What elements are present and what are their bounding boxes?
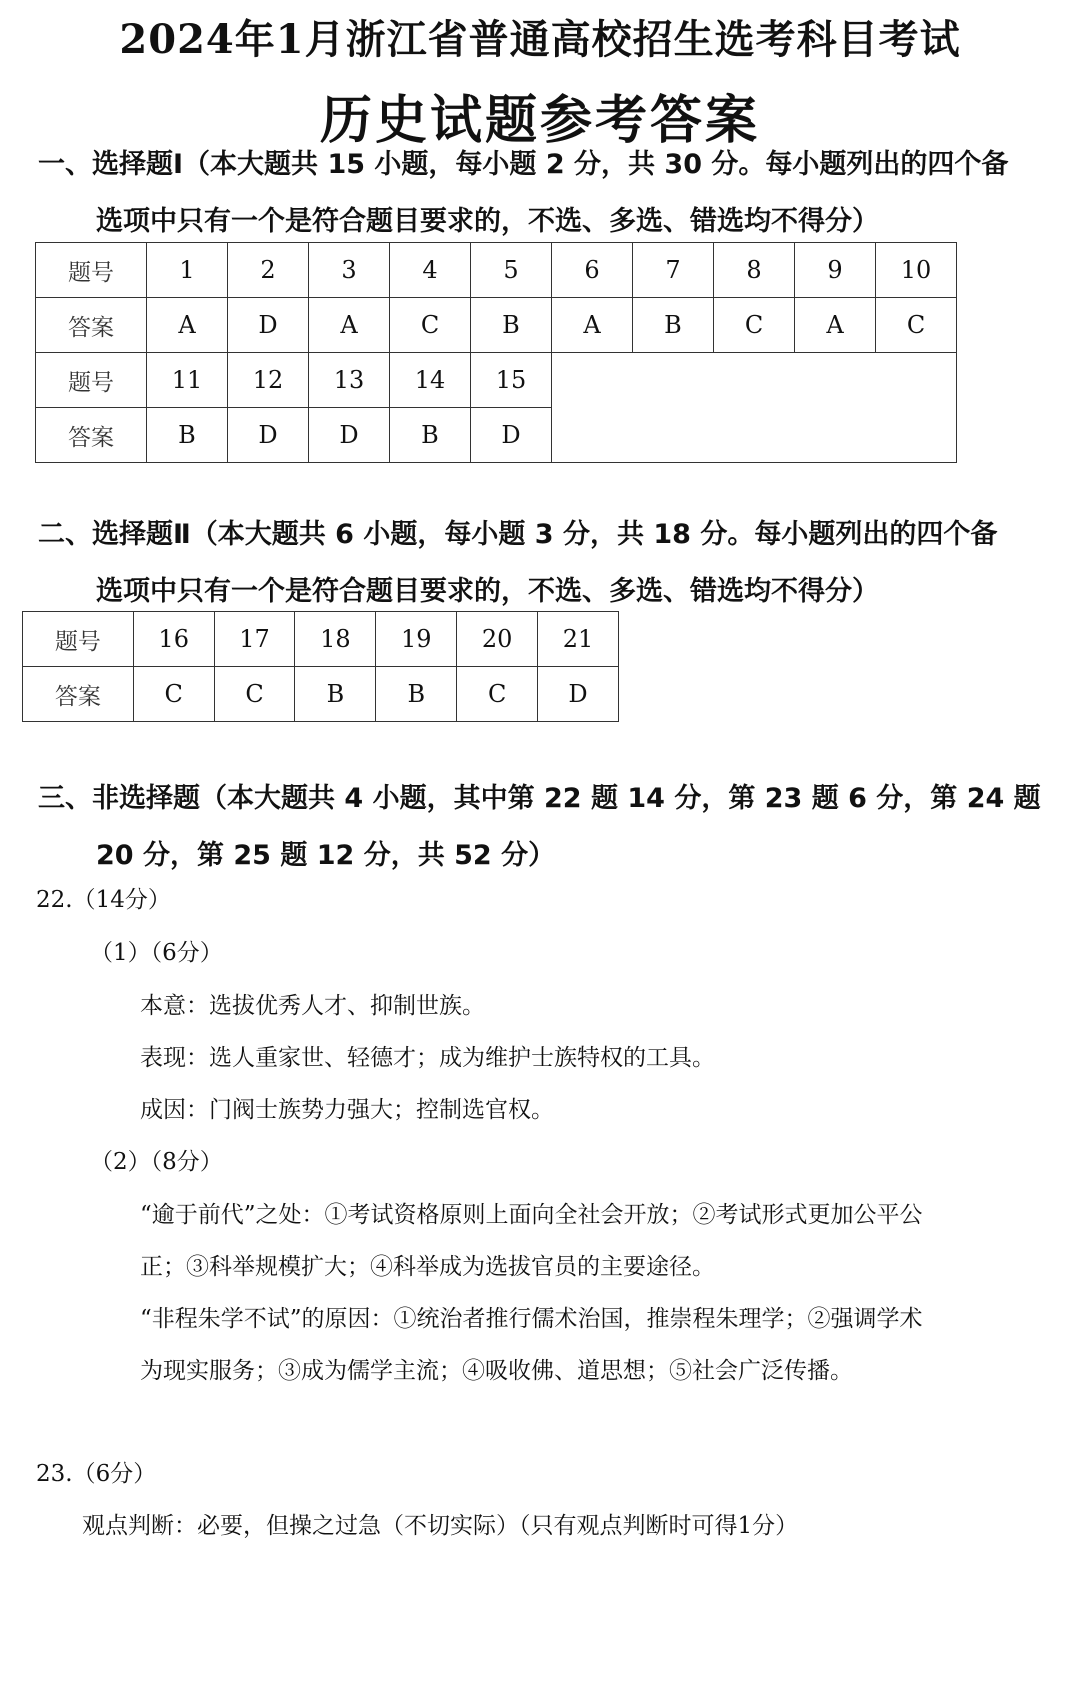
question-number-cell: 15 (471, 353, 552, 408)
section-2-line2: 选项中只有一个是符合题目要求的，不选、多选、错选均不得分） (96, 576, 879, 607)
header-cell: 答案 (36, 408, 147, 463)
section-3-line2: 20 分，第 25 题 12 分，共 52 分） (96, 840, 556, 871)
answer-cell: D (309, 408, 390, 463)
section-1-heading (38, 136, 1048, 250)
answer-cell: B (633, 298, 714, 353)
answer-cell: B (295, 667, 376, 722)
question-number-cell: 3 (309, 243, 390, 298)
header-cell: 答案 (36, 298, 147, 353)
answer-cell: D (538, 667, 619, 722)
answer-cell: C (714, 298, 795, 353)
answer-cell: C (457, 667, 538, 722)
question-number-cell: 2 (228, 243, 309, 298)
section-1-line2: 选项中只有一个是符合题目要求的，不选、多选、错选均不得分） (96, 206, 879, 237)
question-number-cell: 12 (228, 353, 309, 408)
q22-heading: 22.（14分） (36, 887, 171, 913)
q22-part1-heading: （1）（6分） (90, 940, 223, 966)
table-row (36, 353, 957, 408)
q22-part2-line: 为现实服务；③成为儒学主流；④吸收佛、道思想；⑤社会广泛传播。 (140, 1358, 853, 1384)
question-number-cell: 21 (538, 612, 619, 667)
answer-cell: B (376, 667, 457, 722)
question-number-cell: 9 (795, 243, 876, 298)
section-2-line1: 二、选择题Ⅱ（本大题共 6 小题，每小题 3 分，共 18 分。每小题列出的四个备 (38, 519, 998, 550)
section-2-heading (38, 506, 1048, 620)
question-number-cell: 17 (214, 612, 295, 667)
table-row (36, 243, 957, 298)
q22-part1-line: 本意：选拔优秀人才、抑制世族。 (140, 993, 485, 1019)
q22-part2-line: 正；③科举规模扩大；④科举成为选拔官员的主要途径。 (140, 1254, 715, 1280)
q22-part2-line: “非程朱学不试”的原因：①统治者推行儒术治国，推崇程朱理学；②强调学术 (140, 1306, 923, 1332)
q22-part2-line: “逾于前代”之处：①考试资格原则上面向全社会开放；②考试形式更加公平公 (140, 1202, 923, 1228)
question-number-cell: 8 (714, 243, 795, 298)
answer-cell: B (471, 298, 552, 353)
answer-cell: C (876, 298, 957, 353)
question-number-cell: 5 (471, 243, 552, 298)
question-number-cell: 1 (147, 243, 228, 298)
answer-cell: C (214, 667, 295, 722)
question-number-cell: 18 (295, 612, 376, 667)
table-row (23, 667, 619, 722)
answer-cell: D (228, 408, 309, 463)
question-number-cell: 16 (133, 612, 214, 667)
table-row (36, 298, 957, 353)
section-1-line1: 一、选择题Ⅰ（本大题共 15 小题，每小题 2 分，共 30 分。每小题列出的四个备 (38, 149, 1009, 180)
answer-cell: A (552, 298, 633, 353)
answer-cell: C (390, 298, 471, 353)
question-number-cell: 6 (552, 243, 633, 298)
question-number-cell: 10 (876, 243, 957, 298)
q22-part1-line: 成因：门阀士族势力强大；控制选官权。 (140, 1097, 554, 1123)
answer-cell: C (133, 667, 214, 722)
q22-part2-heading: （2）（8分） (90, 1149, 223, 1175)
question-number-cell: 13 (309, 353, 390, 408)
header-cell: 题号 (23, 612, 134, 667)
answer-cell: A (309, 298, 390, 353)
answer-table-1 (35, 242, 957, 463)
question-number-cell: 7 (633, 243, 714, 298)
header-cell: 题号 (36, 243, 147, 298)
section-3-heading (38, 770, 1048, 884)
question-number-cell: 4 (390, 243, 471, 298)
q22-part1-line: 表现：选人重家世、轻德才；成为维护士族特权的工具。 (140, 1045, 715, 1071)
answer-cell: B (147, 408, 228, 463)
answer-key-title: 历史试题参考答案 (319, 90, 760, 151)
answer-cell: A (795, 298, 876, 353)
question-number-cell: 11 (147, 353, 228, 408)
answer-cell: D (228, 298, 309, 353)
header-cell: 答案 (23, 667, 134, 722)
exam-title: 2024年1月浙江省普通高校招生选考科目考试 (119, 16, 961, 63)
question-number-cell: 20 (457, 612, 538, 667)
q23-line: 观点判断：必要，但操之过急（不切实际）（只有观点判断时可得1分） (82, 1513, 799, 1539)
empty-cell (552, 353, 957, 463)
answer-table-2 (22, 611, 619, 722)
answer-cell: B (390, 408, 471, 463)
question-number-cell: 19 (376, 612, 457, 667)
header-cell: 题号 (36, 353, 147, 408)
table-row (23, 612, 619, 667)
q23-heading: 23.（6分） (36, 1461, 157, 1487)
question-number-cell: 14 (390, 353, 471, 408)
answer-cell: A (147, 298, 228, 353)
answer-cell: D (471, 408, 552, 463)
section-3-line1: 三、非选择题（本大题共 4 小题，其中第 22 题 14 分，第 23 题 6 分，第 24 题 (38, 783, 1041, 814)
